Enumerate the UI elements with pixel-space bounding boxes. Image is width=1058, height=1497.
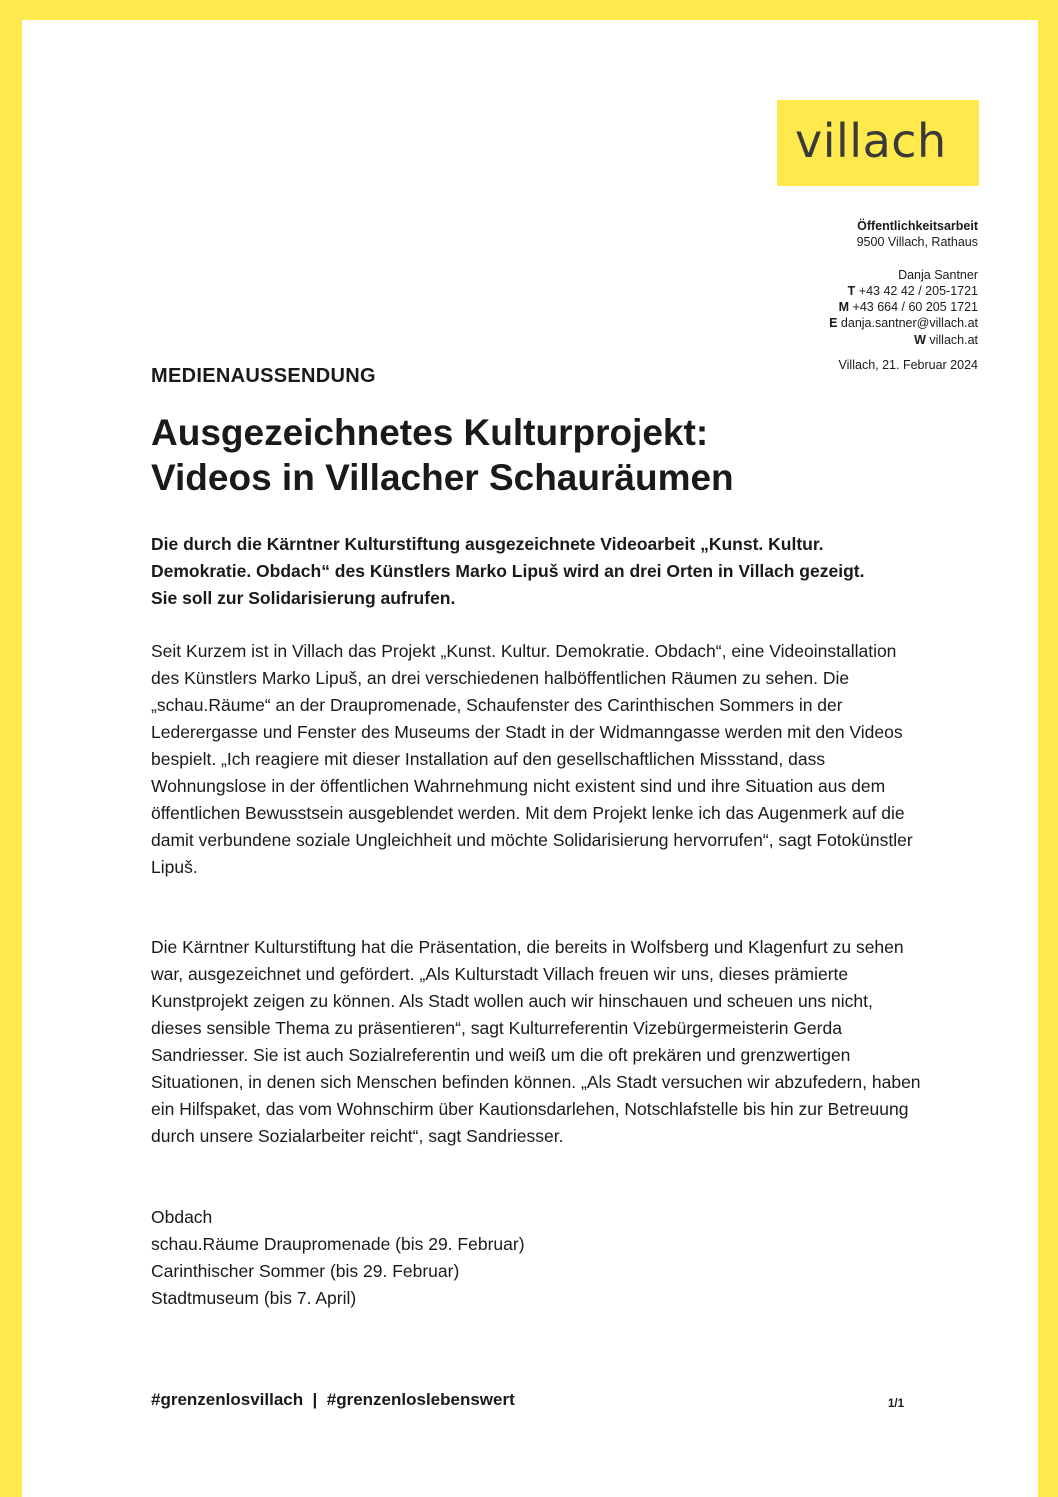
locations-title: Obdach	[151, 1207, 213, 1227]
page-number: 1/1	[888, 1398, 904, 1410]
mobile-line: M +43 664 / 60 205 1721	[838, 300, 978, 315]
contact-person: Danja Santner	[898, 267, 978, 282]
document-kicker: MEDIENAUSSENDUNG	[151, 365, 376, 387]
web-line: W villach.at	[914, 332, 978, 347]
villach-logo	[777, 100, 979, 186]
headline-line1: Ausgezeichnetes Kulturprojekt:	[151, 412, 709, 453]
body-paragraph-2: Die Kärntner Kulturstiftung hat die Präsentation, die bereits in Wolfsberg und Klagenfurt zu sehen war, ausgezeichnet und gefördert. „Als Kulturstadt Villach freuen wir uns, dieses prämierte Kunstprojekt zeigen zu können. Als Stadt wollen auch wir hinschauen und scheuen uns nicht, dieses sensible Thema zu präsentieren“, sagt Kulturreferentin Vizebürgermeisterin Gerda Sandriesser. Sie ist auch Sozialreferentin und weiß um die oft prekären und grenzwertigen Situationen, in denen sich Menschen befinden können. „Als Stadt versuchen wir abzufedern, haben ein Hilfspaket, das vom Wohnschirm über Kautionsdarlehen, Notschlafstelle bis hin zur Betreuung durch unsere Sozialarbeiter reicht“, sagt Sandriesser.	[151, 937, 921, 1146]
footer-hashtags: #grenzenlosvillach | #grenzenloslebenswert	[151, 1390, 515, 1409]
address: 9500 Villach, Rathaus	[856, 235, 978, 250]
right-accent-bar	[1038, 0, 1058, 1497]
headline-line2: Videos in Villacher Schauräumen	[151, 457, 734, 498]
logo-text: villach	[795, 114, 947, 168]
contact-block	[678, 218, 978, 348]
headline	[151, 410, 911, 500]
location-item: schau.Räume Draupromenade (bis 29. Februar)	[151, 1234, 525, 1254]
department: Öffentlichkeitsarbeit	[857, 219, 978, 233]
top-accent-bar	[0, 0, 1058, 20]
release-date: Villach, 21. Februar 2024	[838, 358, 978, 372]
locations-list	[151, 1204, 525, 1312]
left-accent-bar	[0, 0, 22, 1497]
lead-paragraph: Die durch die Kärntner Kulturstiftung ausgezeichnete Videoarbeit „Kunst. Kultur. Demokratie. Obdach“ des Künstlers Marko Lipuš wird an drei Orten in Villach gezeigt. Sie soll zur Solidarisierung aufrufen.	[151, 534, 865, 608]
phone-line: T +43 42 42 / 205-1721	[847, 283, 978, 298]
location-item: Stadtmuseum (bis 7. April)	[151, 1288, 357, 1308]
email-line: E danja.santner@villach.at	[829, 316, 978, 331]
body-paragraph-1: Seit Kurzem ist in Villach das Projekt „Kunst. Kultur. Demokratie. Obdach“, eine Videoinstallation des Künstlers Marko Lipuš, an drei verschiedenen halböffentlichen Räumen zu sehen. Die „schau.Räume“ an der Draupromenade, Schaufenster des Carinthischen Sommers in der Lederergasse und Fenster des Museums der Stadt in der Widmanngasse werden mit den Videos bespielt. „Ich reagiere mit dieser Installation auf den gesellschaftlichen Missstand, dass Wohnungslose in der öffentlichen Wahrnehmung nicht existent sind und ihre Situation aus dem öffentlichen Bewusstsein ausgeblendet werden. Mit dem Projekt lenke ich das Augenmerk auf die damit verbundene soziale Ungleichheit und möchte Solidarisierung hervorrufen“, sagt Fotokünstler Lipuš.	[151, 641, 913, 877]
location-item: Carinthischer Sommer (bis 29. Februar)	[151, 1261, 460, 1281]
